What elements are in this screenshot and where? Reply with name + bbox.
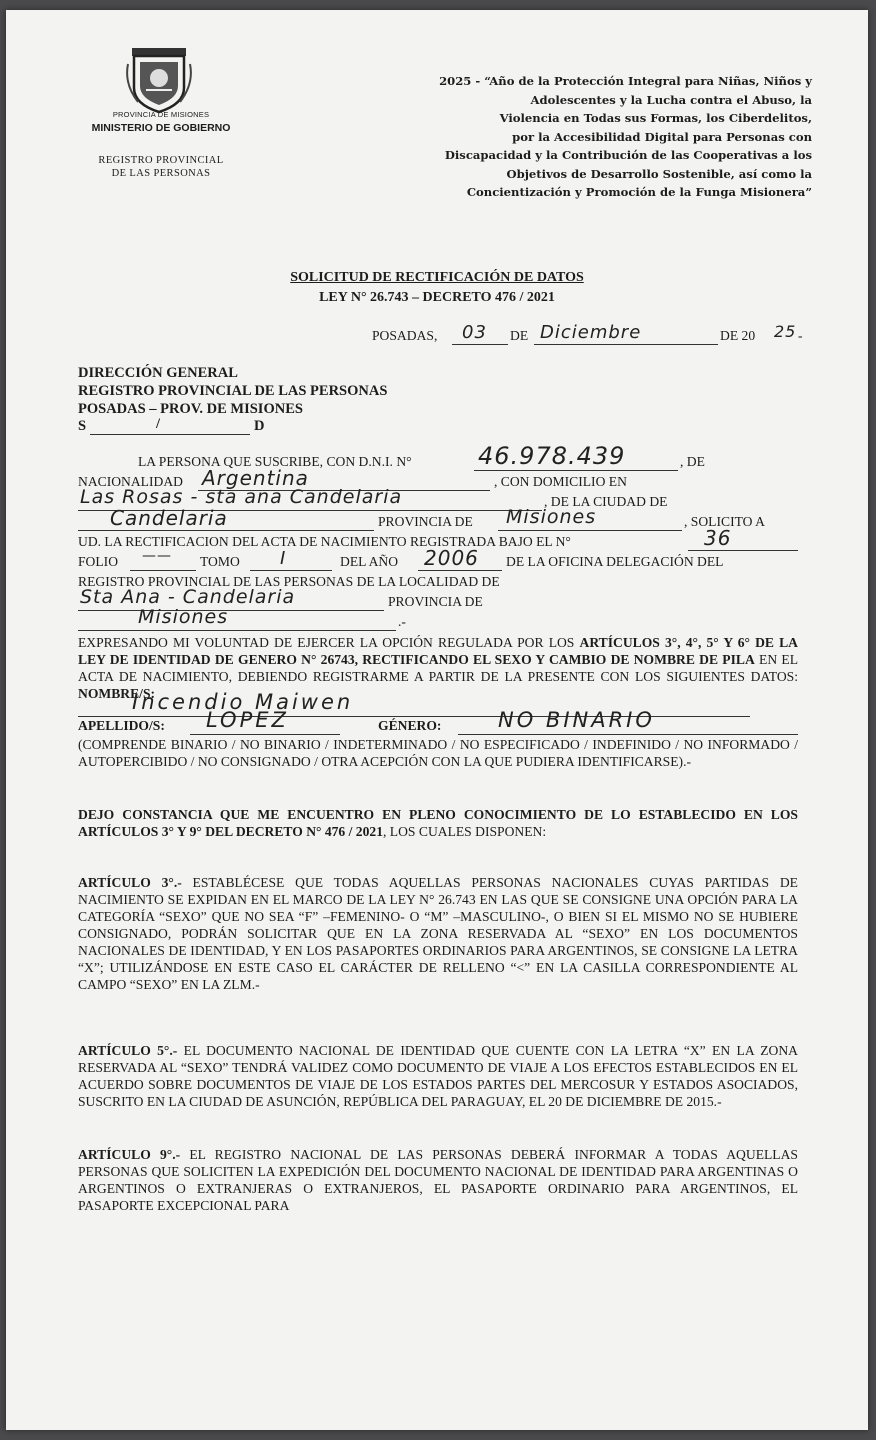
year-label: DEL AÑO xyxy=(340,554,399,569)
motto-line: 2025 - “Año de la Protección Integral para Niñas, Niños y xyxy=(439,74,812,88)
expression-text-a: EXPRESANDO MI VOLUNTAD DE EJERCER LA OPCIÓN REGULADA POR LOS xyxy=(78,635,580,650)
names-value[interactable]: Incendio Maiwen xyxy=(132,690,354,714)
constancia-paragraph xyxy=(78,806,798,840)
date-month-underline xyxy=(534,344,718,345)
province2-suffix: .- xyxy=(398,614,406,629)
acta-label: UD. LA RECTIFICACION DEL ACTA DE NACIMIENTO REGISTRADA BAJO EL N° xyxy=(78,534,571,549)
acta-underline xyxy=(688,550,798,551)
gender-options: (COMPRENDE BINARIO / NO BINARIO / INDETERMINADO / NO ESPECIFICADO / INDEFINIDO / NO INFORMADO / AUTOPERCIBIDO / NO CONSIGNADO / OTRA ACEPCIÓN CON LA QUE PUDIERA IDENTIFICARSE).- xyxy=(78,737,798,769)
salutation-underline xyxy=(90,434,250,435)
province-underline xyxy=(498,530,682,531)
province2-label: PROVINCIA DE xyxy=(388,594,483,609)
city-label: , DE LA CIUDAD DE xyxy=(544,494,668,509)
nationality-value[interactable]: Argentina xyxy=(202,466,309,490)
folio-label: FOLIO xyxy=(78,554,119,569)
province2-underline xyxy=(78,630,396,631)
addressee-line-2: REGISTRO PROVINCIAL DE LAS PERSONAS xyxy=(78,383,388,399)
oficina-label: DE LA OFICINA DELEGACIÓN DEL xyxy=(506,554,724,569)
article-3 xyxy=(78,874,798,993)
names-label: NOMBRE/S: xyxy=(78,686,156,701)
date-end: - xyxy=(798,328,803,343)
expression-text-b: ARTÍCULOS 3°, 4°, 5° Y 6° DE LA LEY DE IDENTIDAD DE GENERO N° 26743, RECTIFICANDO EL SEXO Y CAMBIO DE NOMBRE DE PILA xyxy=(78,635,798,667)
motto-line: Discapacidad y la Contribución de las Cooperativas a los xyxy=(444,148,812,162)
surname-underline xyxy=(190,734,340,735)
tomo-label: TOMO xyxy=(200,554,240,569)
expression-text-c: EN EL ACTA DE NACIMIENTO, DEBIENDO REGISTRARME A PARTIR DE LA PRESENTE CON LOS SIGUIENTES DATOS: xyxy=(78,652,799,684)
locality-label: REGISTRO PROVINCIAL DE LAS PERSONAS DE LA LOCALIDAD DE xyxy=(78,574,500,589)
province-label: PROVINCIA DE xyxy=(378,514,473,529)
motto-line: por la Accesibilidad Digital para Personas con xyxy=(512,129,812,144)
constancia-bold: DEJO CONSTANCIA QUE ME ENCUENTRO EN PLENO CONOCIMIENTO DE LO ESTABLECIDO EN LOS ARTÍCULOS 3° Y 9° DEL DECRETO N° 476 / 2021 xyxy=(78,807,798,839)
constancia-rest: , LOS CUALES DISPONEN: xyxy=(383,824,547,839)
article-label: ARTÍCULO 9°.- xyxy=(78,1147,181,1162)
year-value[interactable]: 2006 xyxy=(424,546,479,570)
article-label: ARTÍCULO 5°.- xyxy=(78,1043,178,1058)
date-day[interactable]: 03 xyxy=(462,322,487,343)
registry-line-2: DE LAS PERSONAS xyxy=(111,168,211,179)
salutation-d: D xyxy=(254,418,265,434)
locality-underline xyxy=(78,610,384,611)
tomo-value[interactable]: I xyxy=(280,548,287,569)
locality-value[interactable]: Sta Ana - Candelaria xyxy=(80,586,296,608)
coat-of-arms-logo xyxy=(124,44,194,116)
addressee-line-3: POSADAS – PROV. DE MISIONES xyxy=(78,401,303,417)
year-underline xyxy=(418,570,502,571)
gender-underline xyxy=(458,734,798,735)
address-value[interactable]: Las Rosas - sta ana Candelaria xyxy=(80,486,403,508)
solicito-label: , SOLICITO A xyxy=(684,514,765,529)
article-label: ARTÍCULO 3°.- xyxy=(78,875,182,890)
date-city: POSADAS, xyxy=(372,328,438,343)
date-de-20: DE 20 xyxy=(720,328,756,343)
article-text: EL REGISTRO NACIONAL DE LAS PERSONAS DEBERÁ INFORMAR A TODAS AQUELLAS PERSONAS QUE SOLICITEN LA EXPEDICIÓN DEL DOCUMENTO NACIONAL DE IDENTIDAD PARA ARGENTINAS O ARGENTINOS O EXTRANJERAS O EXTRANJEROS, EL PASAPORTE ORDINARIO PARA ARGENTINOS, EL PASAPORTE EXCEPCIONAL PARA xyxy=(78,1147,798,1213)
ministry-name: MINISTERIO DE GOBIERNO xyxy=(91,122,231,134)
registry-name xyxy=(66,154,256,180)
province2-value[interactable]: Misiones xyxy=(138,606,229,628)
surname-label: APELLIDO/S: xyxy=(78,718,165,733)
city-value[interactable]: Candelaria xyxy=(110,506,228,530)
motto-line: Objetivos de Desarrollo Sostenible, así como la xyxy=(506,166,812,181)
nationality-label: NACIONALIDAD xyxy=(78,474,183,489)
salutation-s: S xyxy=(78,418,87,434)
registry-line-1: REGISTRO PROVINCIAL xyxy=(98,155,224,166)
surname-value[interactable]: LOPEZ xyxy=(206,708,289,732)
article-5 xyxy=(78,1042,798,1110)
folio-underline xyxy=(130,570,196,571)
dni-label: LA PERSONA QUE SUSCRIBE, CON D.N.I. N° xyxy=(138,454,412,469)
city-underline xyxy=(78,530,374,531)
date-month[interactable]: Diciembre xyxy=(540,322,642,343)
acta-number[interactable]: 36 xyxy=(704,526,732,550)
dni-value[interactable]: 46.978.439 xyxy=(478,442,626,470)
motto-line: Violencia en Todas sus Formas, los Ciberdelitos, xyxy=(499,111,812,125)
province-value[interactable]: Misiones xyxy=(506,506,597,528)
dni-underline xyxy=(474,470,678,471)
salutation-slash: / xyxy=(156,416,161,432)
dni-suffix: , DE xyxy=(680,454,705,469)
folio-value[interactable]: —— xyxy=(142,548,172,564)
date-year[interactable]: 25 xyxy=(774,322,797,341)
year-motto xyxy=(336,72,812,202)
address-label: , CON DOMICILIO EN xyxy=(494,474,627,489)
date-day-underline xyxy=(452,344,508,345)
form-subtitle: LEY N° 26.743 – DECRETO 476 / 2021 xyxy=(319,290,555,305)
addressee-block xyxy=(78,364,387,418)
gender-label: GÉNERO: xyxy=(378,718,442,733)
province-name: PROVINCIA DE MISIONES xyxy=(112,110,210,119)
form-title: SOLICITUD DE RECTIFICACIÓN DE DATOS xyxy=(290,270,584,285)
tomo-underline xyxy=(250,570,332,571)
date-de: DE xyxy=(510,328,529,343)
addressee-line-1: DIRECCIÓN GENERAL xyxy=(78,365,238,381)
article-text: ESTABLÉCESE QUE TODAS AQUELLAS PERSONAS NACIONALES CUYAS PARTIDAS DE NACIMIENTO SE EXPIDAN EN EL MARCO DE LA LEY N° 26.743 EN LAS QUE SE CONSIGNE UNA OPCIÓN PARA LA CATEGORÍA “SEXO” QUE NO SEA “F” –FEMENINO- O “M” –MASCULINO-, O BIEN SI EL MISMO NO SE HUBIERE CONSIGNADO, PODRÁN SOLICITAR QUE EN LA ZONA RESERVADA AL “SEXO” EN LOS DOCUMENTOS NACIONALES DE IDENTIDAD, Y EN LOS PASAPORTES ORDINARIOS PARA ARGENTINOS, SE CONSIGNE LA LETRA “X”; UTILIZÁNDOSE EN ESTE CASO EL CARÁCTER DE RELLENO “<” EN LA CASILLA CORRESPONDIENTE AL CAMPO “SEXO” EN LA ZLM.- xyxy=(78,875,798,992)
gender-value[interactable]: NO BINARIO xyxy=(498,708,655,732)
article-9 xyxy=(78,1146,798,1214)
article-text: EL DOCUMENTO NACIONAL DE IDENTIDAD QUE CUENTE CON LA LETRA “X” EN LA ZONA RESERVADA AL “SEXO” TENDRÁ VALIDEZ COMO DOCUMENTO DE VIAJE A LOS EFECTOS ESTABLECIDOS EN EL ACUERDO SOBRE DOCUMENTOS DE VIAJE DE LOS ESTADOS PARTES DEL MERCOSUR Y ESTADOS ASOCIADOS, SUSCRITO EN LA CIUDAD DE ASUNCIÓN, REPÚBLICA DEL PARAGUAY, EL 20 DE DICIEMBRE DE 2015.- xyxy=(78,1043,798,1109)
motto-line: Concientización y Promoción de la Funga Misionera” xyxy=(466,185,812,199)
document-page xyxy=(6,10,868,1430)
motto-line: Adolescentes y la Lucha contra el Abuso, la xyxy=(530,92,812,107)
